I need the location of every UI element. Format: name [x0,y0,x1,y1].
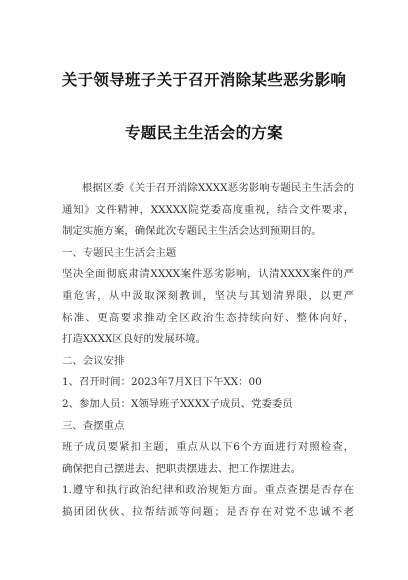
paragraph-line: 确保把自己摆进去、把职责摆进去、把工作摆进去。 [62,462,301,475]
paragraph-line: 制定实施方案，确保此次专题民主生活会达到预期目的。 [62,225,322,238]
document-title-line2: 专题民主生活会的方案 [124,124,283,142]
paragraph-line: 坚决全面彻底肃清XXXX案件恶劣影响，认清XXXX案件的严 [62,268,354,281]
paragraph-line: 搞团团伙伙、拉帮结派等问题；是否存在对党不忠诚不老 [62,505,354,518]
paragraph-line: 重危害，从中汲取深刻教训，坚决与其划清界限，以更严 [62,289,354,302]
paragraph-line: 打造XXXX区良好的发展环境。 [62,333,206,346]
paragraph-line: 根据区委《关于召开消除XXXX恶劣影响专题民主生活会的 [82,182,354,194]
section-heading: 三、查摆重点 [62,419,125,432]
paragraph-line: 1.遵守和执行政治纪律和政治规矩方面。重点查摆是否存在 [62,484,354,497]
list-item: 2、参加人员：X领导班子XXXX子成员、党委委员 [62,397,293,410]
paragraph-line: 班子成员要紧扣主题，重点从以下6个方面进行对照检查， [62,441,354,454]
section-heading: 一、专题民主生活会主题 [62,246,177,259]
section-heading: 二、会议安排 [62,354,125,367]
list-item: 1、召开时间：2023年7月X日下午XX：00 [62,376,262,389]
paragraph-line: 通知》文件精神，XXXXX院党委高度重视，结合文件要求， [62,203,354,216]
document-body [62,178,354,524]
paragraph-line: 标准、更高要求推动全区政治生态持续向好、整体向好， [62,311,354,324]
document-title-line1: 关于领导班子关于召开消除某些恶劣影响 [61,71,347,89]
